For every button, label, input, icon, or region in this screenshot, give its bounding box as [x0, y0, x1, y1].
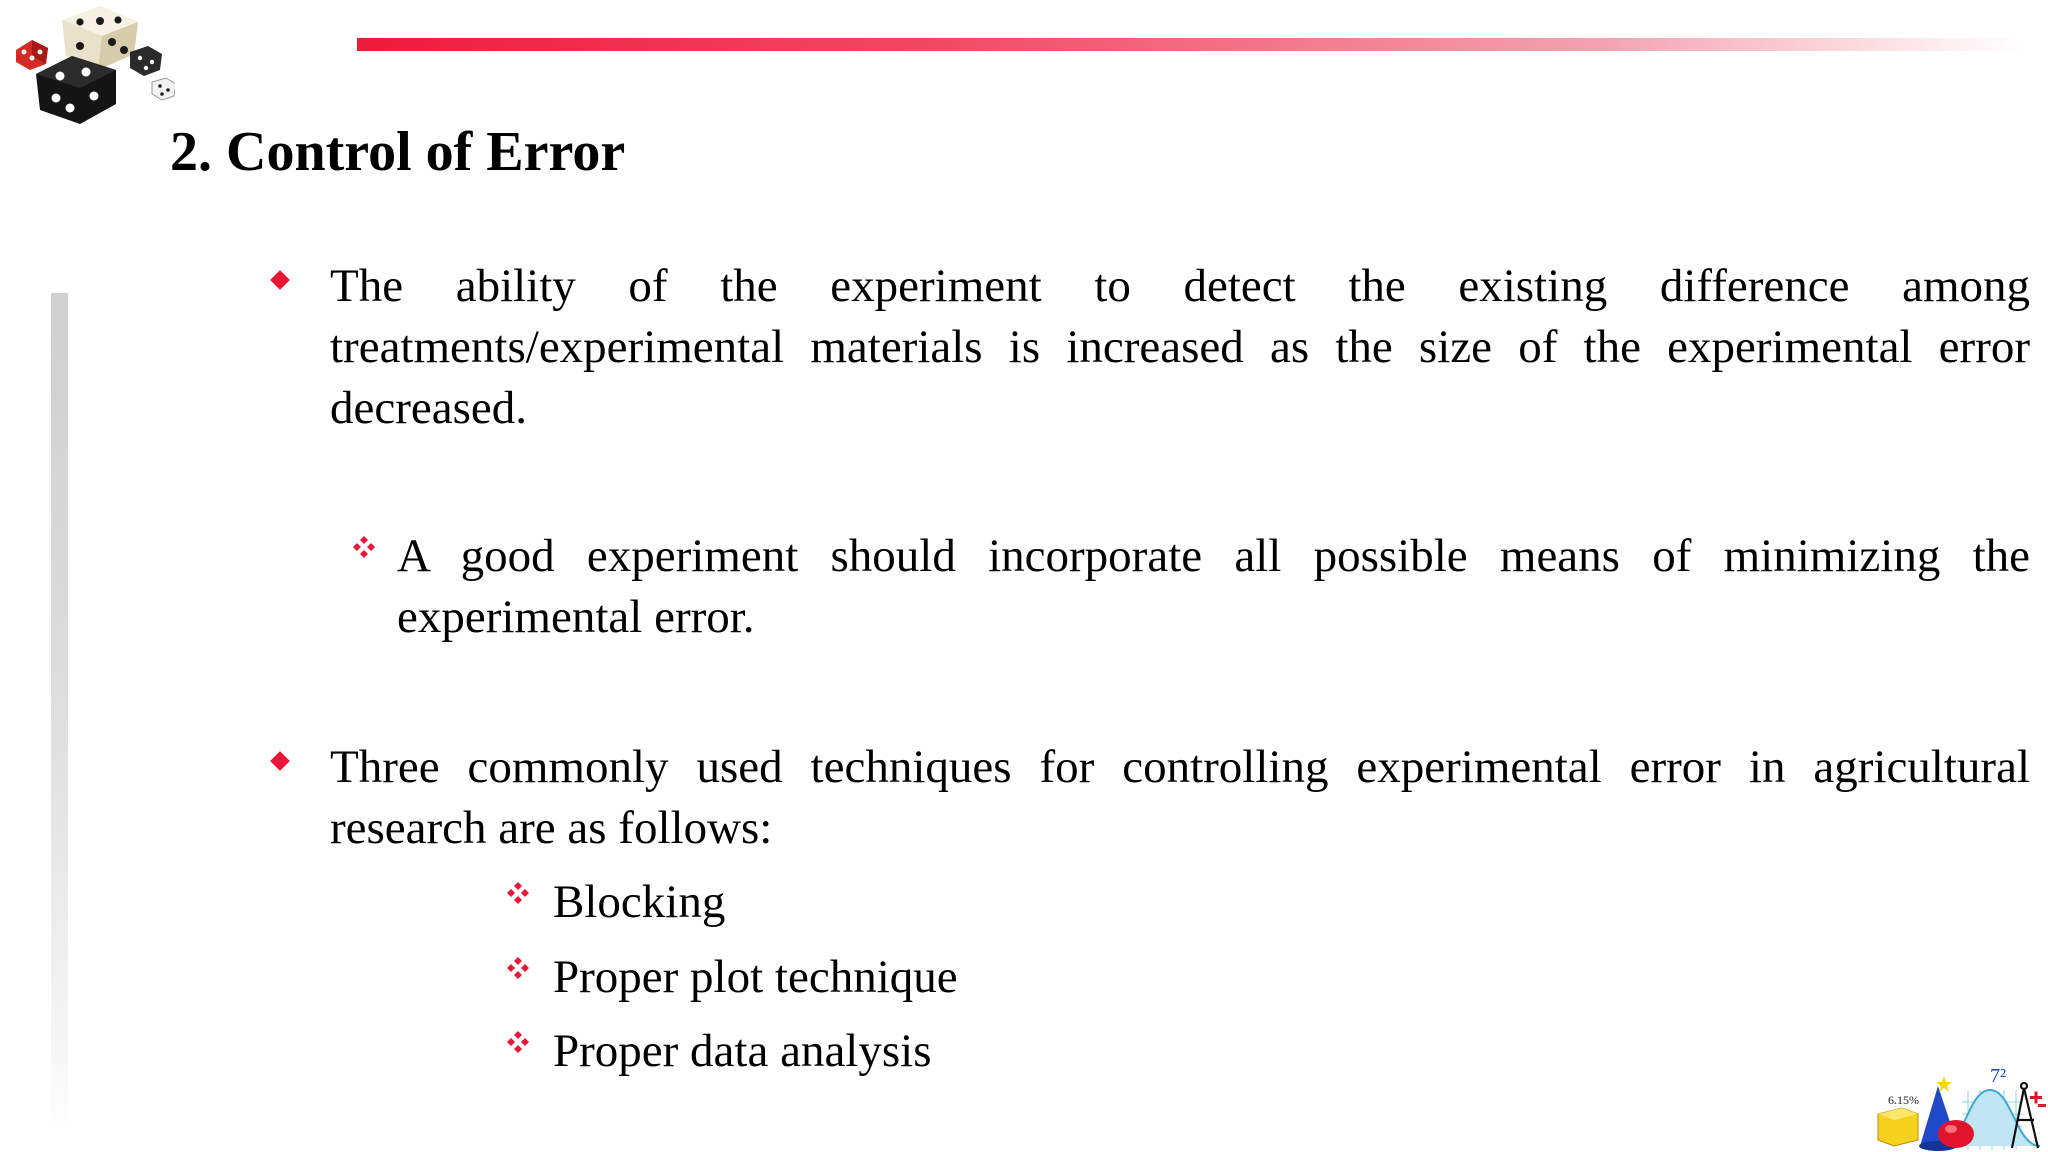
sub-bullet-text: A good experiment should incorporate all possible means of minimizing the experimental error.: [397, 530, 2030, 643]
slide-title: 2. Control of Error: [170, 121, 626, 183]
percent-label: 6.15%: [1888, 1093, 1919, 1107]
red-four-diamond-bullet-icon: [506, 881, 530, 905]
small-dark-die-icon: [130, 46, 162, 76]
header-accent-rule: [357, 38, 2022, 51]
technique-item: Proper plot technique: [553, 951, 958, 1003]
black-die-icon: [36, 56, 116, 124]
red-plus-marks-icon: [2030, 1092, 2046, 1108]
red-four-diamond-bullet-icon: [506, 956, 530, 980]
math-shapes-logo: [1872, 1060, 2048, 1152]
red-diamond-bullet-icon: [270, 751, 290, 771]
technique-item: Proper data analysis: [553, 1025, 932, 1077]
red-four-diamond-bullet-icon: [506, 1030, 530, 1054]
power-label: 7²: [1990, 1065, 2006, 1087]
bullet-1-text: The ability of the experiment to detect the existing difference among treatments/experimental materials is increased as the size of the experimental error decreased.: [330, 260, 2030, 434]
red-ellipsoid-icon: [1938, 1120, 1974, 1148]
red-die-icon: [16, 40, 48, 70]
red-diamond-bullet-icon: [270, 270, 290, 290]
left-accent-rule: [51, 293, 68, 1133]
technique-item: Blocking: [553, 876, 726, 928]
small-white-die-icon: [152, 78, 175, 100]
bullet-2-text: Three commonly used techniques for controlling experimental error in agricultural research are as follows:: [330, 741, 2030, 854]
red-four-diamond-bullet-icon: [352, 535, 376, 559]
dice-logo: [10, 0, 175, 130]
